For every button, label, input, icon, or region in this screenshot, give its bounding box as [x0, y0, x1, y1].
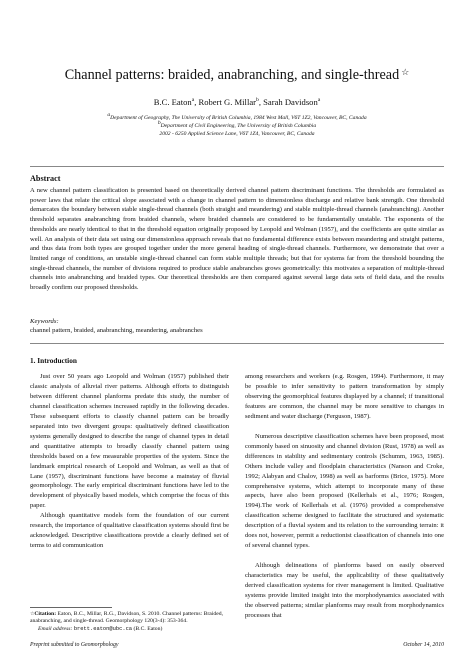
paragraph-gap — [245, 422, 444, 432]
affiliation-text: 2002 - 6250 Applied Science Lane, V6T 1Z4, Vancouver, BC, Canada — [159, 131, 315, 138]
footnote-mark: ☆ — [30, 612, 35, 617]
citation-label: Citation: — [34, 611, 57, 617]
abstract-text: A new channel pattern classification is presented based on theoretically derived channel pattern discriminant functions. The thresholds are formulated as power laws that relate the critical slope associated with a change in channel pattern to dimensionless discharge and relative bank strength. One threshold demarcates the boundary between stable single-thread channels (both straight and meandering) and stable multiple-thread channels (anabranching). Another threshold separates anabranching from braided channels, where braided channels are considered to be fundamentally unstable. The exponents of the thresholds are nearly identical to that in the threshold equation originally proposed by Leopold and Wolman (1957), and the coefficients are quite similar as well. An analysis of their data set using our dimensionless approach reveals that no fundamental difference exists between meandering and straight patterns, and thus data from both types are grouped together under the more general heading of single-thread channels. Furthermore, we demonstrate that over a limited range of conditions, an unstable single-thread channel can form stable multiple threads; but that for systems far from the threshold bounding the single-thread channels, the number of divisions required to produce stable anabranches grows geometrically: this motivates a separation of multiple-thread channels into anabranching and braided types. Our theoretical thresholds are then compared against several large data sets of field data, and the results broadly confirm our proposed thresholds. — [30, 187, 444, 292]
paragraph: Just over 50 years ago Leopold and Wolman (1957) published their classic analysis of alluvial river patterns. Although efforts to distinguish between different channel planforms predate this study, the number of channel classification schemes increased rapidly in the following decades. These subsequent efforts to classify channel pattern can be broadly separated into two divergent groups: qualitatively defined classification systems generally designed to describe the range of channel types in detail and quantitative attempts to broadly classify channel pattern using thresholds based on a few measurable properties of the system. Since the landmark empirical research of Leopold and Wolman, as well as that of Lane (1957), discriminant functions have become a mainstay of fluvial geomorphology. The early empirical discriminant functions have led to the development of physically based models, which comprise the focus of this paper. — [30, 373, 229, 510]
affiliation-mark: b — [157, 120, 161, 127]
left-column — [30, 372, 229, 551]
author-name: Robert G. Millar — [198, 97, 257, 107]
author-name: B.C. Eaton — [153, 97, 192, 107]
affiliation-text: Department of Geography, The University of British Columbia, 1984 West Mall, V6T 1Z2, Vancouver, BC, Canada — [110, 115, 367, 121]
paragraph-gap — [245, 551, 444, 561]
abstract-heading: Abstract — [30, 174, 61, 183]
abstract-top-rule — [30, 166, 444, 167]
email-link[interactable]: brett.eaton@ubc.ca — [73, 625, 133, 632]
email-owner: (B.C. Eaton) — [133, 625, 163, 632]
email-footnote — [30, 626, 229, 633]
footer-journal: Preprint submitted to Geomorphology — [30, 642, 119, 648]
author-name: Sarah Davidson — [263, 97, 318, 107]
author-affil-mark: b — [256, 97, 259, 104]
affiliation-text: Department of Civil Engineering, The University of British Columbia — [160, 123, 317, 130]
title-text: Channel patterns: braided, anabranching, and single-thread — [64, 67, 400, 83]
citation-text: Eaton, B.C., Millar, R.G., Davidson, S. 2010. Channel patterns: Braided, anabranching, and single-thread. Geomorphology 120(3-4): 353-364. — [30, 611, 224, 625]
affiliations — [0, 114, 474, 139]
email-label: Email address: — [38, 625, 73, 632]
paragraph: Numerous descriptive classification schemes have been proposed, most commonly based on sinuosity and channel division (Rust, 1978) as well as differences in stability and sedimentary controls (Schumm, 1963, 1985). Others include valley and floodplain characteristics (Nanson and Croke, 1992; Alabyan and Chalov, 1998) as well as barforms (Brice, 1975). More comprehensive systems, which attempt to incorporate many of these aspects, have also been proposed (Kellerhals et al., 1976; Rosgen, 1994).The work of Kellerhals et al. (1976) provided a comprehensive classification scheme designed to facilitate the structured and systematic description of a fluvial system and its relation to the surrounding terrain: it does not, however, permit a reductionist classification of channels into one of several channel types. — [245, 432, 444, 550]
affiliation-mark: a — [107, 112, 111, 119]
keywords-text: channel pattern, braided, anabranching, meandering, anabranches — [30, 327, 203, 334]
author-affil-mark: a — [317, 97, 321, 104]
footer-date: October 14, 2010 — [403, 642, 444, 648]
affiliation-line — [0, 114, 474, 122]
citation-footnote — [30, 611, 229, 626]
abstract-bottom-rule — [30, 343, 444, 344]
keywords-heading: Keywords: — [30, 318, 59, 325]
author-affil-mark: a — [191, 97, 195, 104]
affiliation-line — [0, 130, 474, 138]
paragraph: Although quantitative models form the foundation of our current research, the importance of qualitative classification systems should first be acknowledged. Descriptive classifications provide a clearly defined set of terms to aid communication — [30, 512, 229, 550]
right-column — [245, 372, 444, 621]
title-footnote-mark: ☆ — [401, 67, 410, 77]
affiliation-line — [0, 122, 474, 130]
paragraph: among researchers and workers (e.g. Rosgen, 1994). Furthermore, it may be possible to infer sensitivity to pattern transformation by simply observing the geomorphical features displayed by a channel; if transitional features are common, the channel may be more sensitive to changes in sediment and water discharge (Ferguson, 1987). — [245, 373, 444, 420]
paper-title — [0, 66, 474, 84]
section-heading-introduction: 1. Introduction — [30, 356, 77, 365]
author-list: B.C. Eaton$^a$, Robert G. Millar$^b$, Sarah Davidson$^a$ — [153, 97, 321, 107]
footnote-rule — [30, 607, 112, 608]
paragraph: Although delineations of planforms based on easily observed characteristics may be useful, the applicability of these qualitatively derived classification systems for river management is limited. Qualitative systems provide limited insight into the morphodynamics associated with the observed patterns; similar planforms may result from morphodynamics processes that — [245, 562, 444, 619]
footnote — [30, 611, 229, 633]
